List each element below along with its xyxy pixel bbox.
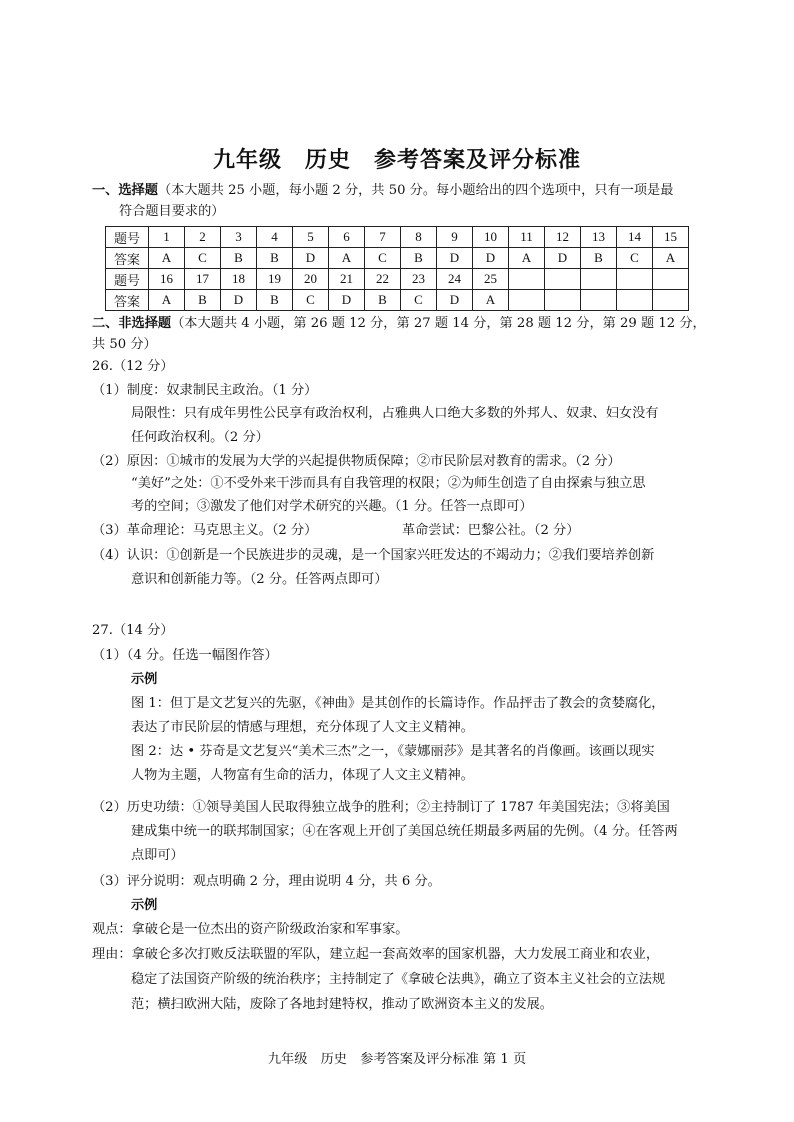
table-cell: 10 [473,227,509,248]
q27-title: 27.（14 分） [92,623,174,638]
table-row-header: 答案 [106,248,149,269]
table-cell: 20 [293,269,329,290]
q26-line: 考的空间；③激发了他们对学术研究的兴趣。（1 分。任答一点即可） [131,499,533,514]
q27-line: 建成集中统一的联邦制国家；④在客观上开创了美国总统任期最多两届的先例。（4 分。任答两 [131,824,678,839]
q27-line: 人物为主题，人物富有生命的活力，体现了人文主义精神。 [131,768,474,783]
q26-line: 革命尝试：巴黎公社。（2 分） [402,523,580,538]
page-footer: 九年级 历史 参考答案及评分标准 第 1 页 [267,1052,527,1067]
table-cell: 21 [329,269,365,290]
answer-table [105,226,689,311]
q27-line: 范；横扫欧洲大陆，废除了各地封建特权，推动了欧洲资本主义的发展。 [131,997,553,1012]
table-row [106,290,689,311]
table-cell: D [473,248,509,269]
q26-line: （4）认识：①创新是一个民族进步的灵魂，是一个国家兴旺发达的不竭动力；②我们要培养创新 [92,548,655,563]
q26-title: 26.（12 分） [92,359,174,374]
table-cell: B [257,290,293,311]
section1-desc-cont: 符合题目要求的） [119,204,225,219]
table-cell: C [365,248,401,269]
table-cell [617,290,653,311]
table-cell: A [509,248,545,269]
section1-desc: （本大题共 25 小题，每小题 2 分，共 50 分。每小题给出的四个选项中，只有一项是最 [157,183,674,198]
table-cell: 18 [221,269,257,290]
q27-line: 理由：拿破仑多次打败反法联盟的军队，建立起一套高效率的国家机器，大力发展工商业和农业， [92,947,660,962]
table-cell: D [437,248,473,269]
q26-line: （2）原因：①城市的发展为大学的兴起提供物质保障；②市民阶层对教育的需求。（2 分） [92,454,621,469]
table-cell: C [401,290,437,311]
q27-line: （3）评分说明：观点明确 2 分，理由说明 4 分，共 6 分。 [92,874,441,889]
table-cell: D [437,290,473,311]
q27-example-label: 示例 [131,898,158,913]
table-cell: 15 [653,227,689,248]
q27-line: 观点：拿破仑是一位杰出的资产阶级政治家和军事家。 [92,922,409,937]
table-row [106,227,689,248]
q26-line: 意识和创新能力等。（2 分。任答两点即可） [131,572,388,587]
table-cell: 17 [185,269,221,290]
q26-line: “美好”之处：①不受外来干涉而具有自我管理的权限；②为师生创造了自由探索与独立思 [131,476,646,491]
table-cell: B [257,248,293,269]
table-cell: 25 [473,269,509,290]
table-cell: C [617,248,653,269]
table-cell: A [653,248,689,269]
table-cell: 1 [149,227,185,248]
q26-line: 任何政治权利。（2 分） [131,430,269,445]
table-row-header: 题号 [106,227,149,248]
table-cell: 14 [617,227,653,248]
table-cell [581,269,617,290]
table-cell [509,269,545,290]
table-row [106,248,689,269]
table-cell: 5 [293,227,329,248]
q27-line: （2）历史功绩：①领导美国人民取得独立战争的胜利；②主持制订了 1787 年美国宪法；③将美国 [92,800,670,815]
table-cell [509,290,545,311]
table-cell: 16 [149,269,185,290]
table-cell: 13 [581,227,617,248]
table-cell: A [149,290,185,311]
table-cell: 24 [437,269,473,290]
q27-line: 表达了市民阶层的情感与理想，充分体现了人文主义精神。 [131,720,474,735]
table-cell: B [185,290,221,311]
table-cell: B [401,248,437,269]
section2-desc-cont: 共 50 分） [92,337,157,352]
section1-heading: 一、选择题 [92,183,158,198]
table-cell: D [221,290,257,311]
table-row [106,269,689,290]
table-cell: C [293,290,329,311]
table-cell: C [185,248,221,269]
table-cell: 19 [257,269,293,290]
table-cell: D [329,290,365,311]
table-cell: 3 [221,227,257,248]
table-row-header: 题号 [106,269,149,290]
table-cell: A [473,290,509,311]
table-cell: A [329,248,365,269]
table-cell: B [581,248,617,269]
table-cell [653,269,689,290]
table-cell: B [221,248,257,269]
table-cell: 4 [257,227,293,248]
table-cell [617,269,653,290]
table-cell: 23 [401,269,437,290]
table-cell: D [293,248,329,269]
q26-line: （3）革命理论：马克思主义。（2 分） [92,523,318,538]
q27-line: （1）（4 分。任选一幅图作答） [92,648,278,663]
section2-desc: （本大题共 4 小题，第 26 题 12 分，第 27 题 14 分，第 28 题 12 分，第 29 题 12 分， [171,316,706,331]
q27-line: 稳定了法国资产阶级的统治秩序；主持制定了《拿破仑法典》，确立了资本主义社会的立法规 [131,972,666,987]
section2-heading: 二、非选择题 [92,316,172,331]
table-cell: 6 [329,227,365,248]
table-cell: 7 [365,227,401,248]
table-cell: 11 [509,227,545,248]
q27-line: 图 2：达 • 芬奇是文艺复兴“美术三杰”之一，《蒙娜丽莎》是其著名的肖像画。该画以现实 [131,744,655,759]
q26-line: 局限性：只有成年男性公民享有政治权利，占雅典人口绝大多数的外邦人、奴隶、妇女没有 [131,406,659,421]
table-cell [545,290,581,311]
table-cell: 8 [401,227,437,248]
section1-line1 [92,181,673,201]
section2-line1 [92,314,706,334]
table-cell [653,290,689,311]
table-cell: A [149,248,185,269]
table-cell [581,290,617,311]
table-row-header: 答案 [106,290,149,311]
table-cell: B [365,290,401,311]
table-cell: 9 [437,227,473,248]
q27-example-label: 示例 [131,672,158,687]
table-cell: D [545,248,581,269]
q27-line: 点即可） [131,848,184,863]
table-cell: 2 [185,227,221,248]
table-cell [545,269,581,290]
table-cell: 12 [545,227,581,248]
page-title: 九年级 历史 参考答案及评分标准 [212,147,581,173]
table-cell: 22 [365,269,401,290]
q27-line: 图 1：但丁是文艺复兴的先驱，《神曲》是其创作的长篇诗作。作品抨击了教会的贪婪腐化， [131,696,665,711]
q26-line: （1）制度：奴隶制民主政治。（1 分） [92,383,318,398]
